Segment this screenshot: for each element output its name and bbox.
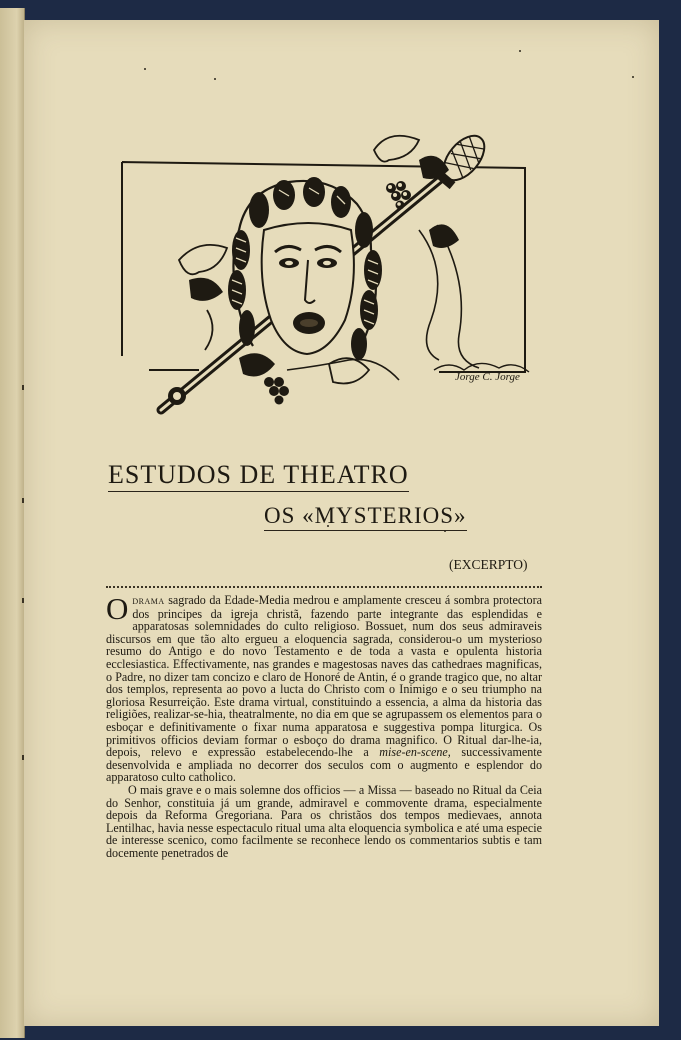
paragraph-1-italic: mise-en-scene, (379, 745, 451, 760)
speck (632, 76, 634, 78)
book-page (24, 20, 659, 1026)
paragraph-1-text: sagrado da Edade-Media medrou e amplamente cresceu á sombra protectora dos principes da igreja christã, fazendo parte integrante das esplendidas e apparatosas solemnidades do culto religioso. Bossuet, num dos seus admiraveis discursos em que tão alto ergueu a eloquencia sagrada, considerou-o um mysterioso resumo do Antigo e do novo Testamento e de toda a vasta e opulenta historia ecclesiastica. Effectivamente, nas grandes e magestosas naves das cathedraes magnificas, o Padre, no dizer tam concizo e claro de Honoré de Antin, é o grande tragico que, no altar dos templos, representa ao povo a lucta do Christo com o Inimigo e o seu triumpho na gloriosa Resurreição. Este drama virtual, constituindo a essencia, a alma da historia das religiões, realizar-se-hia, theatralmente, no dia em que se agrupassem os elementos para o esboçar e definitivamente o fixar numa apparatosa e suggestiva pompa liturgica. Os primitivos officios deviam formar o esboço do drama magnifico. O Ritual dar-lhe-ia, depois, relevo e expressão estabelecendo-lhe a (106, 593, 542, 760)
paragraph-2: O mais grave e o mais solemne dos officios — a Missa — baseado no Ritual da Ceia do Senhor, constituia já um grande, admiravel e commovente drama, especialmente depois da Reforma Gregoriana. Para os christãos dos tempos medievaes, annota Lentilhac, havia nesse espectaculo ritual uma alta eloquencia symbolica e até uma especie de interesse scenico, como facilmente se reconhece lendo os commentarios subtis e tam docemente penetrados de (106, 782, 542, 860)
lead-word: drama (132, 595, 165, 607)
theatre-mask-illustration (119, 120, 539, 420)
paragraph-1 (106, 591, 542, 785)
paragraph-1-tail: successivamente desenvolvida e ampliada no decorrer dos seculos com o augmento e esplendor do apparatoso culto catholico. (106, 745, 542, 785)
article-title: ESTUDOS DE THEATRO (108, 460, 409, 492)
speck (144, 68, 146, 70)
article-body (106, 591, 542, 860)
drop-cap: O (106, 591, 129, 626)
previous-page-edge (0, 8, 25, 1038)
speck (519, 50, 521, 52)
speck (214, 78, 216, 80)
illustration-signature: Jorge C. Jorge (455, 371, 520, 383)
article-subtitle: OS «MYSTERIOS» (264, 503, 467, 531)
excerpt-note: (EXCERPTO) (449, 557, 528, 572)
dotted-divider (106, 586, 542, 588)
